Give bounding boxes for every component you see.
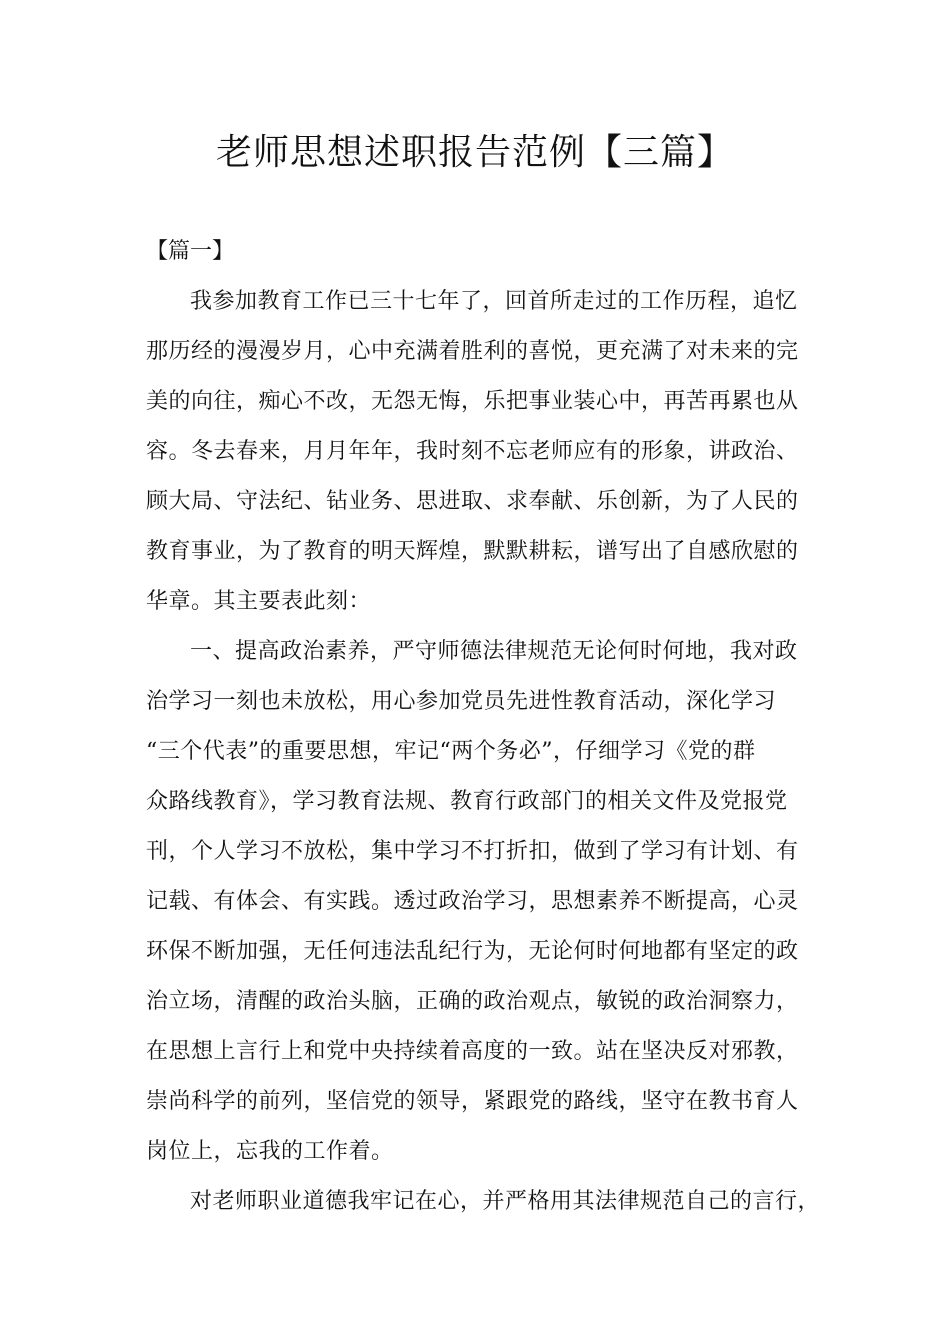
paragraph-line: 一、提高政治素养，严守师德法律规范无论何时何地，我对政 xyxy=(190,639,798,664)
paragraph-line: 容。冬去春来，月月年年，我时刻不忘老师应有的形象，讲政治、 xyxy=(146,439,799,464)
paragraph-line: 记载、有体会、有实践。透过政治学习，思想素养不断提高，心灵 xyxy=(146,889,799,914)
paragraph-line: 教育事业，为了教育的明天辉煌，默默耕耘，谱写出了自感欣慰的 xyxy=(146,539,799,564)
paragraph-line: 在思想上言行上和党中央持续着高度的一致。站在坚决反对邪教， xyxy=(146,1039,799,1064)
paragraph-line: 环保不断加强，无任何违法乱纪行为，无论何时何地都有坚定的政 xyxy=(146,939,799,964)
paragraph-line: 顾大局、守法纪、钻业务、思进取、求奉献、乐创新，为了人民的 xyxy=(146,489,799,514)
paragraph-line: “三个代表”的重要思想，牢记“两个务必”，仔细学习《党的群 xyxy=(146,739,756,764)
paragraph-line: 美的向往，痴心不改，无怨无悔，乐把事业装心中，再苦再累也从 xyxy=(146,389,799,414)
paragraph-line: 崇尚科学的前列，坚信党的领导，紧跟党的路线，坚守在教书育人 xyxy=(146,1089,799,1114)
paragraph-line: 对老师职业道德我牢记在心，并严格用其法律规范自己的言行， xyxy=(190,1189,821,1214)
paragraph-line: 我参加教育工作已三十七年了，回首所走过的工作历程，追忆 xyxy=(190,289,798,314)
paragraph-line: 治学习一刻也未放松，用心参加党员先进性教育活动，深化学习 xyxy=(146,689,777,714)
paragraph-line: 众路线教育》，学习教育法规、教育行政部门的相关文件及党报党 xyxy=(146,789,788,814)
paragraph-line: 岗位上，忘我的工作着。 xyxy=(146,1139,394,1164)
document-title: 老师思想述职报告范例【三篇】 xyxy=(215,132,734,173)
paragraph-line: 华章。其主要表此刻： xyxy=(146,589,372,614)
paragraph-line: 治立场，清醒的政治头脑，正确的政治观点，敏锐的政治洞察力， xyxy=(146,989,799,1014)
section-label: 【篇一】 xyxy=(146,239,235,264)
paragraph-line: 那历经的漫漫岁月，心中充满着胜利的喜悦，更充满了对未来的完 xyxy=(146,339,799,364)
paragraph-line: 刊，个人学习不放松，集中学习不打折扣，做到了学习有计划、有 xyxy=(146,839,799,864)
